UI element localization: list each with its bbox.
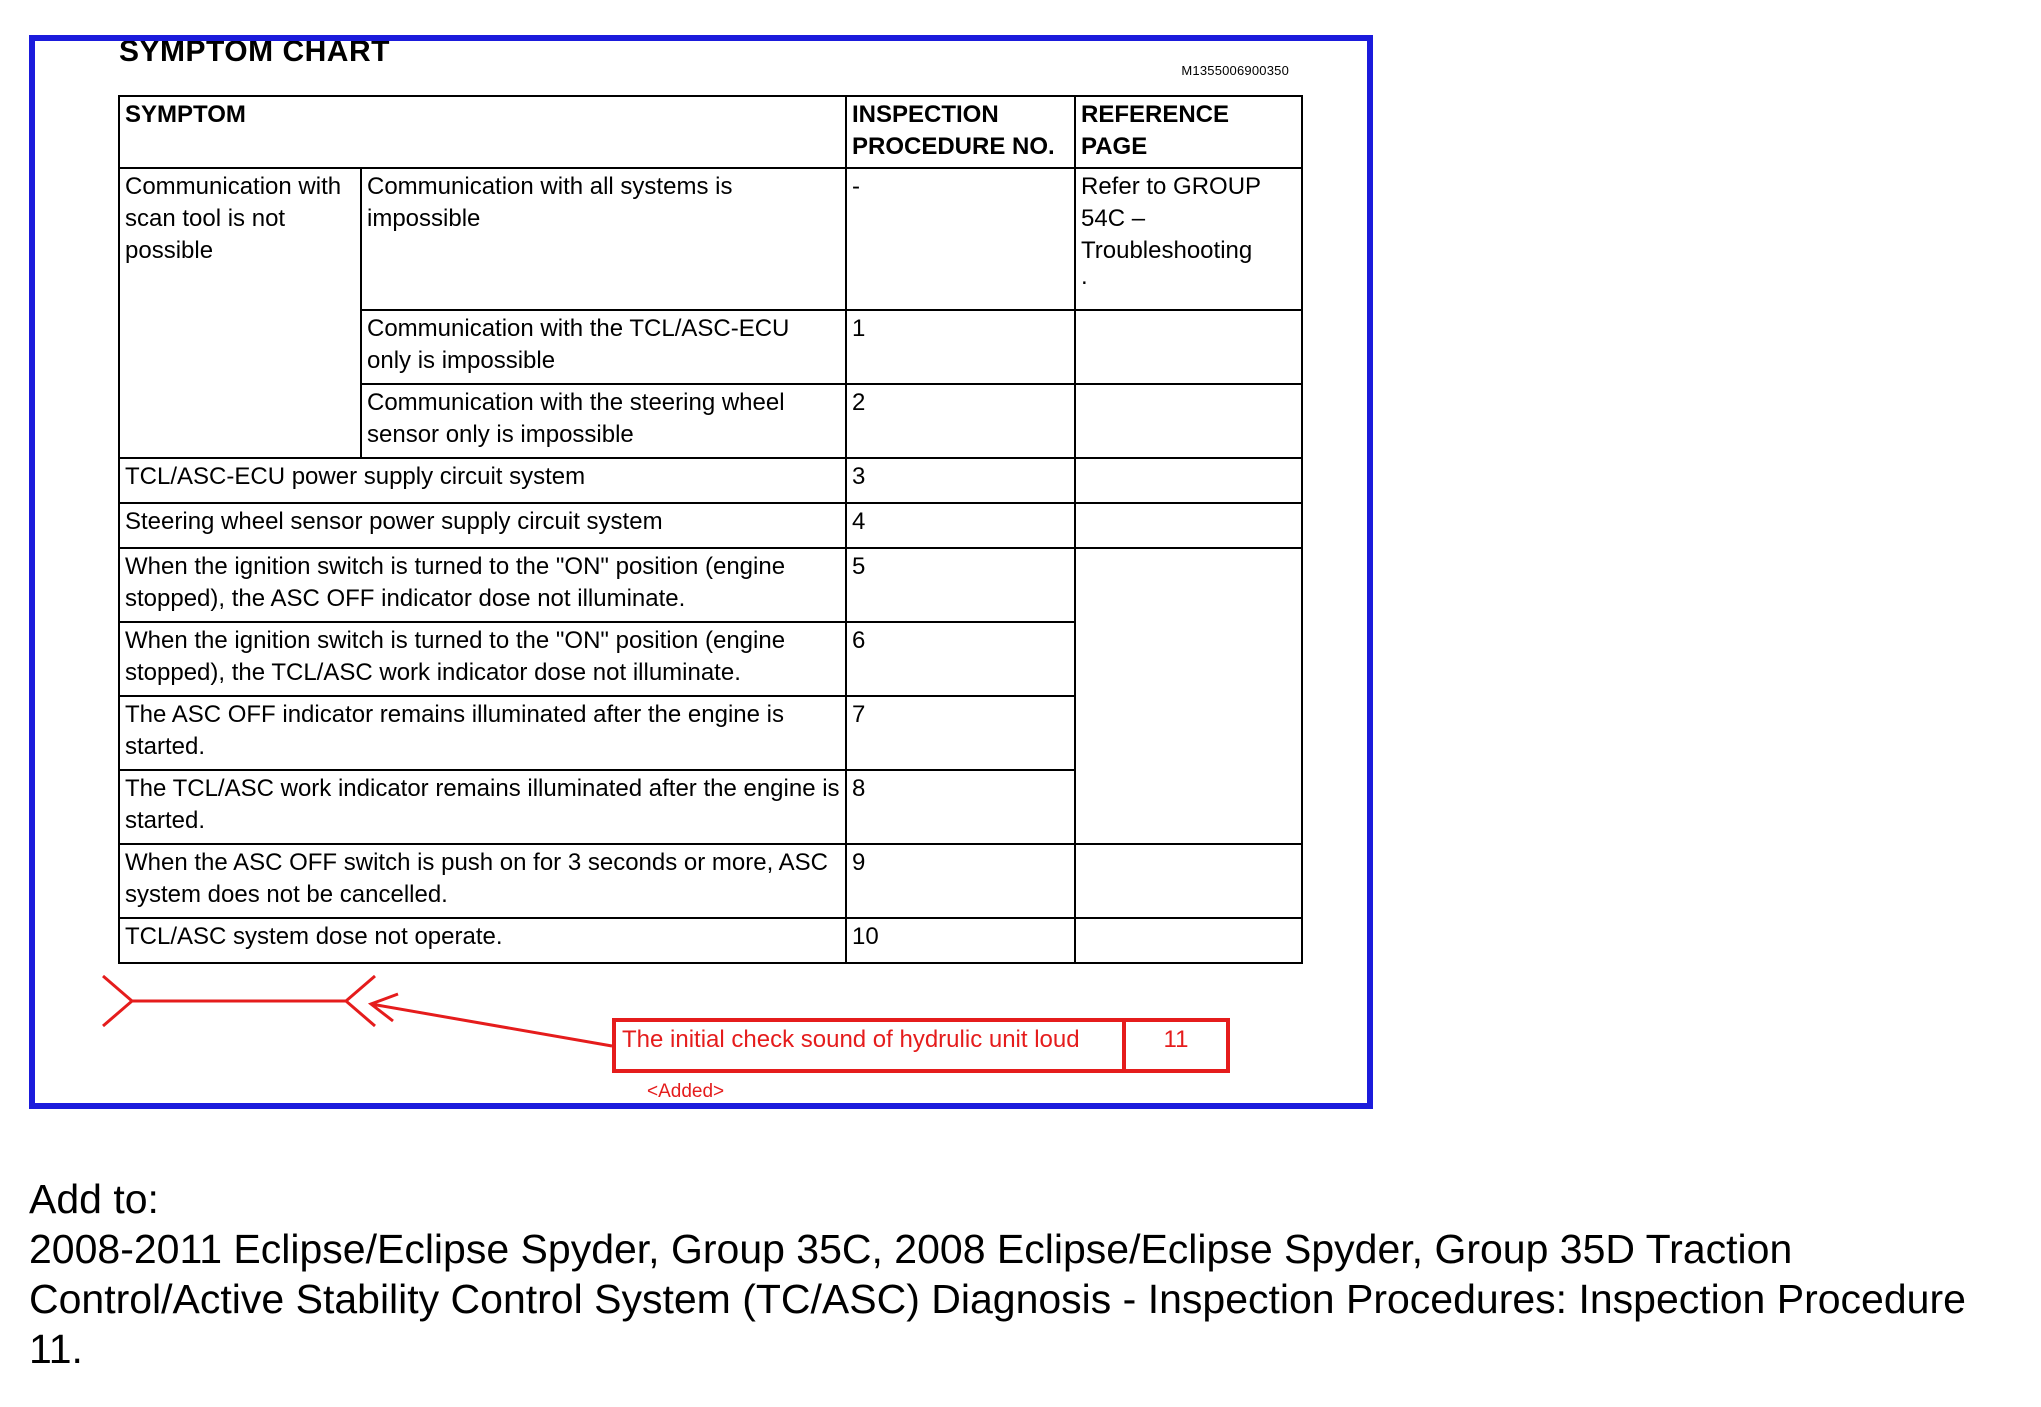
symptom-cell: When the ignition switch is turned to the "ON" position (engine stopped), the ASC OFF indicator dose not illuminate.: [119, 548, 846, 622]
added-procedure: 11: [1163, 1026, 1189, 1053]
caption-body: 2008-2011 Eclipse/Eclipse Spyder, Group 35C, 2008 Eclipse/Eclipse Spyder, Group 35D Traction Control/Active Stability Control System (TC/ASC) Diagnosis - Inspection Procedures: Inspection Procedure 11.: [29, 1226, 1966, 1372]
header-symptom: SYMPTOM: [119, 96, 846, 168]
symptom-cell: When the ASC OFF switch is push on for 3 seconds or more, ASC system does not be cancelled.: [119, 844, 846, 918]
symptom-cell: TCL/ASC-ECU power supply circuit system: [119, 458, 846, 503]
insertion-bracket-left: [103, 976, 132, 1026]
header-reference: REFERENCE PAGE: [1075, 96, 1302, 168]
caption: [29, 1174, 2029, 1374]
symptom-cell: Communication with the steering wheel sensor only is impossible: [361, 384, 846, 458]
procedure-cell: -: [846, 168, 1075, 310]
added-tag: <Added>: [647, 1081, 725, 1102]
procedure-cell: 7: [846, 696, 1075, 770]
added-symptom: The initial check sound of hydrulic unit loud: [616, 1022, 1126, 1069]
procedure-cell: 4: [846, 503, 1075, 548]
caption-lead: Add to:: [29, 1176, 159, 1222]
reference-suffix: .: [1081, 263, 1088, 290]
procedure-cell: 9: [846, 844, 1075, 918]
insertion-bracket-right: [346, 976, 375, 1026]
symptom-cell: Communication with the TCL/ASC-ECU only is impossible: [361, 310, 846, 384]
symptom-cell: The TCL/ASC work indicator remains illuminated after the engine is started.: [119, 770, 846, 844]
added-row-box: [612, 1018, 1230, 1073]
communication-group-cell: Communication with scan tool is not possible: [119, 168, 361, 458]
procedure-cell: 3: [846, 458, 1075, 503]
document-frame: [29, 35, 1373, 1109]
symptom-cell: When the ignition switch is turned to the "ON" position (engine stopped), the TCL/ASC work indicator dose not illuminate.: [119, 622, 846, 696]
procedure-cell: 6: [846, 622, 1075, 696]
procedure-cell: 2: [846, 384, 1075, 458]
document-code: M1355006900350: [1181, 63, 1289, 78]
header-procedure: INSPECTION PROCEDURE NO.: [846, 96, 1075, 168]
procedure-cell: 10: [846, 918, 1075, 963]
insertion-marker: [35, 41, 1373, 1109]
procedure-cell: 5: [846, 548, 1075, 622]
symptom-cell: The ASC OFF indicator remains illuminated after the engine is started.: [119, 696, 846, 770]
symptom-cell: Communication with all systems is impossible: [361, 168, 846, 310]
chart-title: SYMPTOM CHART: [119, 35, 390, 68]
reference-text: Refer to GROUP 54C – Troubleshooting: [1081, 173, 1261, 264]
insertion-arrow-shaft: [371, 1004, 612, 1046]
symptom-cell: Steering wheel sensor power supply circuit system: [119, 503, 846, 548]
symptom-cell: TCL/ASC system dose not operate.: [119, 918, 846, 963]
procedure-cell: 8: [846, 770, 1075, 844]
procedure-cell: 1: [846, 310, 1075, 384]
